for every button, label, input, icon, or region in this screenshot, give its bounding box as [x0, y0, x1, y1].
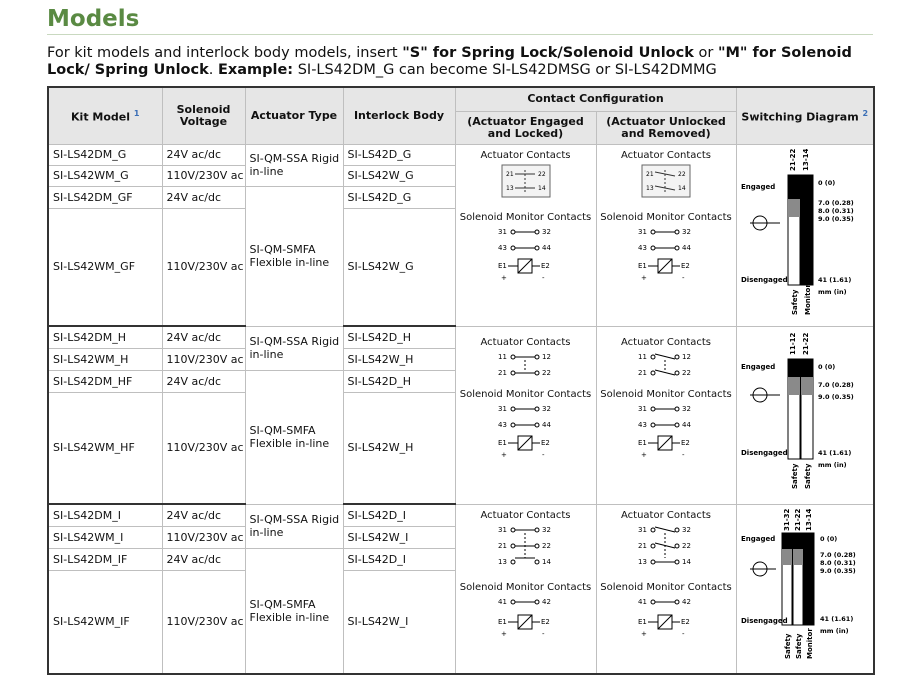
svg-text:-: -: [682, 450, 685, 459]
kit-model-cell: SI-LS42DM_H: [48, 326, 162, 348]
header-switching-diagram: Switching Diagram $^2$: [736, 87, 874, 144]
monitor-contacts-label: Solenoid Monitor Contacts: [600, 581, 732, 593]
svg-text:43: 43: [497, 243, 507, 252]
monitor-contacts-label: Solenoid Monitor Contacts: [459, 581, 592, 593]
svg-text:E2: E2: [681, 261, 690, 270]
svg-text:32: 32: [682, 404, 691, 413]
svg-text:21-22: 21-22: [801, 332, 810, 355]
intro-or: or: [693, 45, 718, 61]
interlock-body-cell: SI-LS42D_I: [343, 504, 455, 526]
svg-text:44: 44: [682, 420, 691, 429]
switching-diagram-cell: [736, 326, 874, 504]
voltage-cell: 110V/230V ac: [162, 165, 245, 186]
kit-model-cell: SI-LS42WM_G: [48, 165, 162, 186]
svg-text:14: 14: [682, 557, 691, 566]
voltage-cell: 24V ac/dc: [162, 326, 245, 348]
header-solenoid-voltage: Solenoid Voltage: [162, 87, 245, 144]
actuator-unlocked-cell: [596, 326, 736, 504]
svg-text:41 (1.61): 41 (1.61): [819, 615, 854, 624]
svg-text:mm (in): mm (in): [817, 460, 847, 469]
svg-text:43: 43: [497, 420, 507, 429]
svg-text:14: 14: [537, 184, 546, 192]
svg-text:31: 31: [497, 404, 507, 413]
svg-text:E1: E1: [497, 438, 507, 447]
voltage-cell: 110V/230V ac: [162, 570, 245, 674]
svg-text:Engaged: Engaged: [740, 535, 776, 544]
actuator-contacts-label: Actuator Contacts: [621, 149, 711, 161]
interlock-body-cell: SI-LS42W_G: [343, 208, 455, 326]
voltage-cell: 110V/230V ac: [162, 392, 245, 504]
svg-text:32: 32: [682, 227, 691, 236]
svg-text:44: 44: [541, 243, 551, 252]
svg-text:21: 21: [505, 170, 514, 178]
svg-text:13: 13: [497, 557, 507, 566]
kit-model-cell: SI-LS42WM_HF: [48, 392, 162, 504]
actuator-type-cell: SI-QM-SSA Rigid in-line: [245, 326, 343, 370]
svg-text:E1: E1: [638, 438, 647, 447]
svg-text:11: 11: [638, 352, 647, 361]
svg-text:31: 31: [638, 525, 647, 534]
monitor-contacts-icon: [636, 403, 696, 459]
actuator-contacts-label: Actuator Contacts: [621, 336, 711, 348]
header-kit-model: Kit Model $^1$: [48, 87, 162, 144]
svg-text:21-22: 21-22: [793, 508, 802, 532]
svg-text:11: 11: [497, 352, 507, 361]
svg-text:21: 21: [638, 541, 647, 550]
svg-text:21: 21: [638, 368, 647, 377]
interlock-body-cell: SI-LS42W_I: [343, 570, 455, 674]
actuator-contacts-label: Actuator Contacts: [621, 509, 711, 521]
intro-m-code: "M" for Solenoid Lock/ Spring Unlock: [47, 45, 852, 78]
interlock-body-cell: SI-LS42D_G: [343, 144, 455, 165]
svg-text:0 (0): 0 (0): [817, 362, 835, 371]
voltage-cell: 24V ac/dc: [162, 548, 245, 570]
interlock-body-cell: SI-LS42W_H: [343, 348, 455, 370]
svg-text:32: 32: [541, 525, 551, 534]
monitor-contacts-icon: [496, 226, 556, 282]
actuator-unlocked-cell: [596, 504, 736, 674]
switching-diagram-h: [740, 329, 870, 499]
svg-text:+: +: [641, 629, 647, 638]
svg-text:9.0 (0.35): 9.0 (0.35): [817, 214, 854, 223]
voltage-cell: 110V/230V ac: [162, 348, 245, 370]
svg-text:44: 44: [682, 243, 691, 252]
actuator-engaged-cell: [455, 504, 596, 674]
svg-text:32: 32: [682, 525, 691, 534]
actuator-engaged-cell: [455, 326, 596, 504]
svg-text:-: -: [682, 629, 685, 638]
svg-text:E1: E1: [638, 617, 647, 626]
svg-text:12: 12: [541, 352, 551, 361]
svg-text:44: 44: [541, 420, 551, 429]
switching-diagram-i: [740, 507, 870, 667]
header-engaged: (Actuator Engaged and Locked): [455, 111, 596, 144]
monitor-contacts-label: Solenoid Monitor Contacts: [459, 388, 592, 400]
svg-text:-: -: [541, 450, 545, 459]
svg-text:Engaged: Engaged: [740, 182, 776, 191]
svg-text:E1: E1: [638, 261, 647, 270]
header-interlock-body: Interlock Body: [343, 87, 455, 144]
svg-text:Disengaged: Disengaged: [740, 617, 788, 626]
svg-text:Safety: Safety: [803, 463, 812, 489]
voltage-cell: 24V ac/dc: [162, 504, 245, 526]
monitor-contacts-label: Solenoid Monitor Contacts: [459, 211, 592, 223]
svg-text:+: +: [500, 629, 507, 638]
monitor-contacts-label: Solenoid Monitor Contacts: [600, 388, 732, 400]
svg-text:41: 41: [638, 597, 647, 606]
svg-text:32: 32: [541, 227, 551, 236]
actuator-type-cell: SI-QM-SSA Rigid in-line: [245, 144, 343, 186]
actuator-type-cell: SI-QM-SMFA Flexible in-line: [245, 186, 343, 326]
svg-text:8.0 (0.31): 8.0 (0.31): [819, 559, 856, 568]
svg-text:13: 13: [505, 184, 514, 192]
svg-text:E1: E1: [497, 261, 507, 270]
kit-model-cell: SI-LS42WM_GF: [48, 208, 162, 326]
interlock-body-cell: SI-LS42W_G: [343, 165, 455, 186]
monitor-contacts-label: Solenoid Monitor Contacts: [600, 211, 732, 223]
svg-text:22: 22: [682, 368, 691, 377]
actuator-unlocked-cell: [596, 144, 736, 326]
switching-diagram-cell: [736, 144, 874, 326]
page-title: Models: [47, 6, 140, 32]
actuator-contacts-icon: [636, 524, 696, 570]
monitor-contacts-icon: [636, 226, 696, 282]
actuator-contacts-label: Actuator Contacts: [480, 336, 571, 348]
actuator-type-cell: SI-QM-SMFA Flexible in-line: [245, 370, 343, 504]
svg-text:Engaged: Engaged: [740, 362, 776, 371]
kit-model-cell: SI-LS42DM_I: [48, 504, 162, 526]
svg-text:41 (1.61): 41 (1.61): [817, 448, 852, 457]
svg-text:E2: E2: [681, 438, 690, 447]
switching-diagram-g: [740, 145, 870, 323]
header-unlocked: (Actuator Unlocked and Removed): [596, 111, 736, 144]
intro-paragraph: [47, 45, 877, 79]
interlock-body-cell: SI-LS42W_I: [343, 526, 455, 548]
monitor-contacts-icon: [636, 596, 696, 638]
svg-text:9.0 (0.35): 9.0 (0.35): [819, 567, 856, 576]
actuator-type-cell: SI-QM-SSA Rigid in-line: [245, 504, 343, 548]
svg-text:21: 21: [497, 541, 507, 550]
voltage-cell: 24V ac/dc: [162, 370, 245, 392]
interlock-body-cell: SI-LS42D_G: [343, 186, 455, 208]
svg-text:0 (0): 0 (0): [819, 535, 837, 544]
header-actuator-type: Actuator Type: [245, 87, 343, 144]
actuator-contacts-icon: [496, 524, 556, 570]
kit-model-cell: SI-LS42DM_G: [48, 144, 162, 165]
intro-example-label: Example:: [217, 62, 294, 78]
kit-model-cell: SI-LS42DM_HF: [48, 370, 162, 392]
svg-text:+: +: [500, 273, 507, 282]
svg-text:14: 14: [678, 184, 686, 192]
svg-text:mm (in): mm (in): [817, 287, 847, 296]
svg-text:13: 13: [638, 557, 647, 566]
svg-text:22: 22: [678, 170, 686, 178]
note-2-link[interactable]: 2: [862, 108, 869, 118]
svg-text:Monitor: Monitor: [805, 628, 814, 660]
svg-text:+: +: [500, 450, 507, 459]
svg-text:21: 21: [646, 170, 654, 178]
interlock-body-cell: SI-LS42D_H: [343, 326, 455, 348]
switching-diagram-cell: [736, 504, 874, 674]
svg-text:43: 43: [638, 243, 647, 252]
svg-text:Safety: Safety: [783, 633, 792, 660]
svg-text:41: 41: [497, 597, 507, 606]
interlock-body-cell: SI-LS42D_H: [343, 370, 455, 392]
actuator-contacts-icon: [496, 351, 556, 381]
svg-text:43: 43: [638, 420, 647, 429]
actuator-type-cell: SI-QM-SMFA Flexible in-line: [245, 548, 343, 674]
svg-text:-: -: [682, 273, 685, 282]
svg-text:+: +: [641, 450, 647, 459]
svg-text:11-12: 11-12: [788, 332, 797, 355]
kit-model-cell: SI-LS42DM_IF: [48, 548, 162, 570]
actuator-engaged-cell: [455, 144, 596, 326]
svg-text:7.0 (0.28): 7.0 (0.28): [817, 380, 854, 389]
svg-text:21-22: 21-22: [788, 148, 797, 171]
svg-text:+: +: [641, 273, 647, 282]
svg-text:31: 31: [497, 525, 507, 534]
svg-text:8.0 (0.31): 8.0 (0.31): [817, 206, 854, 215]
svg-text:12: 12: [682, 352, 691, 361]
actuator-contacts-box-icon: [641, 164, 691, 198]
svg-text:32: 32: [541, 404, 551, 413]
actuator-contacts-icon: [636, 351, 696, 381]
svg-text:mm (in): mm (in): [819, 627, 849, 636]
monitor-contacts-icon: [496, 596, 556, 638]
note-1-link[interactable]: 1: [133, 108, 140, 118]
svg-text:42: 42: [682, 597, 691, 606]
svg-text:31-32: 31-32: [782, 508, 791, 532]
svg-text:Safety: Safety: [790, 289, 799, 315]
svg-text:-: -: [541, 273, 545, 282]
svg-text:7.0 (0.28): 7.0 (0.28): [819, 551, 856, 560]
intro-s-code: "S" for Spring Lock/Solenoid Unlock: [402, 45, 694, 61]
svg-text:22: 22: [541, 541, 551, 550]
svg-text:E2: E2: [540, 438, 550, 447]
voltage-cell: 24V ac/dc: [162, 186, 245, 208]
svg-text:7.0 (0.28): 7.0 (0.28): [817, 198, 854, 207]
svg-text:9.0 (0.35): 9.0 (0.35): [817, 392, 854, 401]
actuator-contacts-label: Actuator Contacts: [480, 509, 571, 521]
svg-text:E2: E2: [681, 617, 690, 626]
svg-text:31: 31: [497, 227, 507, 236]
interlock-body-cell: SI-LS42W_H: [343, 392, 455, 504]
title-rule: [47, 34, 873, 35]
kit-model-cell: SI-LS42WM_H: [48, 348, 162, 370]
svg-text:22: 22: [541, 368, 551, 377]
svg-text:Safety: Safety: [794, 633, 803, 660]
svg-text:E1: E1: [497, 617, 507, 626]
svg-text:31: 31: [638, 227, 647, 236]
svg-text:21: 21: [497, 368, 507, 377]
intro-dot: .: [208, 62, 218, 78]
svg-text:13: 13: [646, 184, 654, 192]
svg-text:-: -: [541, 629, 545, 638]
actuator-contacts-box-icon: [501, 164, 551, 198]
svg-text:41 (1.61): 41 (1.61): [817, 275, 852, 284]
voltage-cell: 110V/230V ac: [162, 526, 245, 548]
svg-text:E2: E2: [540, 261, 550, 270]
svg-text:Disengaged: Disengaged: [740, 448, 788, 457]
voltage-cell: 110V/230V ac: [162, 208, 245, 326]
svg-text:14: 14: [541, 557, 551, 566]
kit-model-cell: SI-LS42WM_IF: [48, 570, 162, 674]
svg-text:22: 22: [537, 170, 546, 178]
svg-text:22: 22: [682, 541, 691, 550]
interlock-body-cell: SI-LS42D_I: [343, 548, 455, 570]
models-table: [47, 86, 875, 675]
svg-text:13-14: 13-14: [804, 508, 813, 532]
kit-model-cell: SI-LS42DM_GF: [48, 186, 162, 208]
svg-text:13-14: 13-14: [801, 148, 810, 171]
svg-text:31: 31: [638, 404, 647, 413]
actuator-contacts-label: Actuator Contacts: [480, 149, 571, 161]
voltage-cell: 24V ac/dc: [162, 144, 245, 165]
intro-text: For kit models and interlock body models, insert: [47, 45, 403, 61]
svg-text:Monitor: Monitor: [803, 283, 812, 315]
intro-example-text: SI-LS42DM_G can become SI-LS42DMSG or SI-LS42DMMG: [293, 62, 717, 78]
kit-model-cell: SI-LS42WM_I: [48, 526, 162, 548]
svg-text:Disengaged: Disengaged: [740, 275, 788, 284]
svg-text:Safety: Safety: [790, 463, 799, 489]
svg-text:E2: E2: [540, 617, 550, 626]
monitor-contacts-icon: [496, 403, 556, 459]
svg-text:0 (0): 0 (0): [817, 178, 835, 187]
svg-text:42: 42: [541, 597, 551, 606]
header-contact-configuration: Contact Configuration: [455, 87, 736, 111]
